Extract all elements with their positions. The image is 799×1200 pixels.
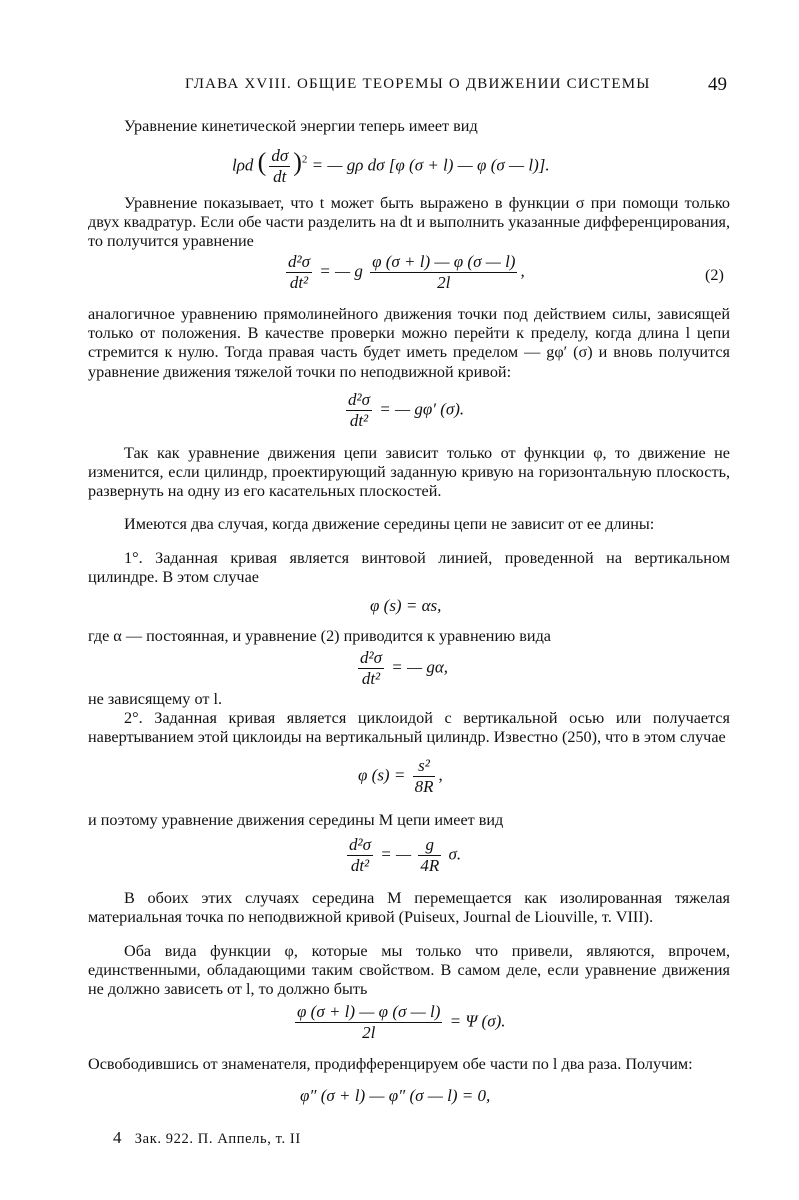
eq1-numerator: dσ — [271, 146, 289, 165]
eq1-left: lρd — [232, 155, 254, 175]
page-footer — [113, 1128, 301, 1148]
eq3-fraction — [346, 390, 372, 431]
eq3-num: d²σ — [348, 390, 370, 409]
eq7-mid: = — — [380, 844, 412, 864]
paragraph-4: Так как уравнение движения цепи зависит только от функции φ, то движение не изменится, если цилиндр, проектирующий заданную кривую на горизонтальную плоскость, развернуть на одну из его касательных плоскостей. — [88, 444, 730, 501]
eq7-right-fraction — [418, 835, 441, 876]
eq6-fraction — [413, 756, 436, 797]
equation-functional — [292, 1002, 506, 1043]
eq1-denominator: dt — [273, 167, 287, 186]
eq6-num: s² — [413, 756, 436, 777]
eq8-den: 2l — [362, 1023, 376, 1042]
equation-kinetic-energy — [232, 146, 550, 187]
eq5-den: dt² — [361, 669, 381, 688]
equation-second-derivative: φ″ (σ + l) — φ″ (σ — l) = 0, — [300, 1086, 491, 1105]
paragraph-8: не зависящему от l. — [88, 690, 222, 708]
eq8-fraction — [295, 1002, 442, 1043]
eq8-right: = Ψ (σ). — [449, 1011, 506, 1031]
paragraph-13: Освободившись от знаменателя, продифференцируем обе части по l два раза. Получим: — [88, 1055, 693, 1073]
equation-helix: φ (s) = αs, — [370, 596, 442, 615]
equation-cycloid-motion — [344, 835, 461, 876]
paragraph-5: Имеются два случая, когда движение середины цепи не зависит от ее длины: — [124, 515, 655, 533]
eq7-right-den: 4R — [420, 856, 440, 875]
paragraph-12: Оба вида функции φ, которые мы только что привели, являются, впрочем, единственными, обладающими таким свойством. В самом деле, если уравнение движения не должно зависеть от l, то должно быть — [88, 942, 730, 999]
eq1-fraction — [269, 146, 290, 187]
eq7-left-fraction — [347, 835, 373, 876]
eq2-right-den: 2l — [437, 273, 451, 292]
equation-2: $\frac{\text{d²σ}}{\text{dt²}}$ = — g $\frac{\varphi (\sigma + l) — \varphi (\sigma — l)}{2l}$ , — [288, 252, 525, 292]
eq7-left-num: d²σ — [349, 835, 371, 854]
eq1-paren-open: ( — [257, 147, 267, 177]
eq1-right: = — gρ dσ [φ (σ + l) — φ (σ — l)]. — [311, 155, 550, 175]
eq5-num: d²σ — [360, 648, 382, 667]
eq2-mid: = — g — [319, 261, 363, 281]
eq8-num: φ (σ + l) — φ (σ — l) — [297, 1002, 441, 1021]
page-number: 49 — [708, 74, 727, 95]
paragraph-3: аналогичное уравнению прямолинейного движения точки под действием силы, зависящей только от положения. В качестве проверки можно перейти к пределу, когда длина l цепи стремится к нулю. Тогда правая часть будет иметь пределом — gφ′ (σ) и вновь получится уравнение движения тяжелой точки по неподвижной кривой: — [88, 305, 730, 381]
eq1-paren-close: ) — [293, 147, 302, 177]
eq7-left-den: dt² — [350, 856, 370, 875]
eq7-right: σ. — [448, 844, 462, 864]
eq6-left: φ (s) = — [358, 765, 406, 785]
equation-number-2: (2) — [705, 266, 724, 284]
paragraph-7: где α — постоянная, и уравнение (2) приводится к уравнению вида — [88, 627, 551, 645]
paragraph-1: Уравнение кинетической энергии теперь имеет вид — [124, 117, 478, 135]
equation-helix-motion — [355, 648, 448, 689]
eq7-right-num: g — [418, 835, 441, 856]
paragraph-2: Уравнение показывает, что t может быть выражено в функции σ при помощи только двух квадратур. Если обе части разделить на dt и выполнить указанные дифференцирования, то получится уравнение — [88, 194, 730, 251]
running-title: ГЛАВА XVIII. ОБЩИЕ ТЕОРЕМЫ О ДВИЖЕНИИ СИСТЕМЫ — [185, 76, 651, 92]
equation-cycloid: φ (s) = $\frac{\text{s²}}{8R}$ , — [358, 756, 443, 796]
eq3-den: dt² — [349, 411, 369, 430]
paragraph-10: и поэтому уравнение движения середины M цепи имеет вид — [88, 811, 504, 829]
paragraph-9: 2°. Заданная кривая является циклоидой с вертикальной осью или получается навертыванием этой циклоиды на вертикальный цилиндр. Известно (250), что в этом случае — [88, 709, 730, 747]
paragraph-11: В обоих этих случаях середина M перемещается как изолированная тяжелая материальная точка по неподвижной кривой (Puiseux, Journal de Liouville, т. VIII). — [88, 889, 730, 927]
eq2-right-fraction — [370, 252, 517, 293]
paragraph-6: 1°. Заданная кривая является винтовой линией, проведенной на вертикальном цилиндре. В этом случае — [88, 549, 730, 587]
eq5-right: = — gα, — [391, 657, 448, 677]
equation-3 — [343, 390, 464, 431]
eq2-left-fraction — [286, 252, 312, 293]
signature-mark: 4 — [113, 1128, 123, 1147]
eq6-den: 8R — [414, 777, 434, 796]
eq5-fraction — [358, 648, 384, 689]
eq2-left-num: d²σ — [288, 252, 310, 271]
eq3-right: = — gφ′ (σ). — [379, 399, 465, 419]
eq1-exponent: 2 — [301, 153, 308, 166]
eq2-left-den: dt² — [289, 273, 309, 292]
imprint: Зак. 922. П. Аппель, т. II — [134, 1131, 301, 1147]
eq2-right-num: φ (σ + l) — φ (σ — l) — [372, 252, 516, 271]
